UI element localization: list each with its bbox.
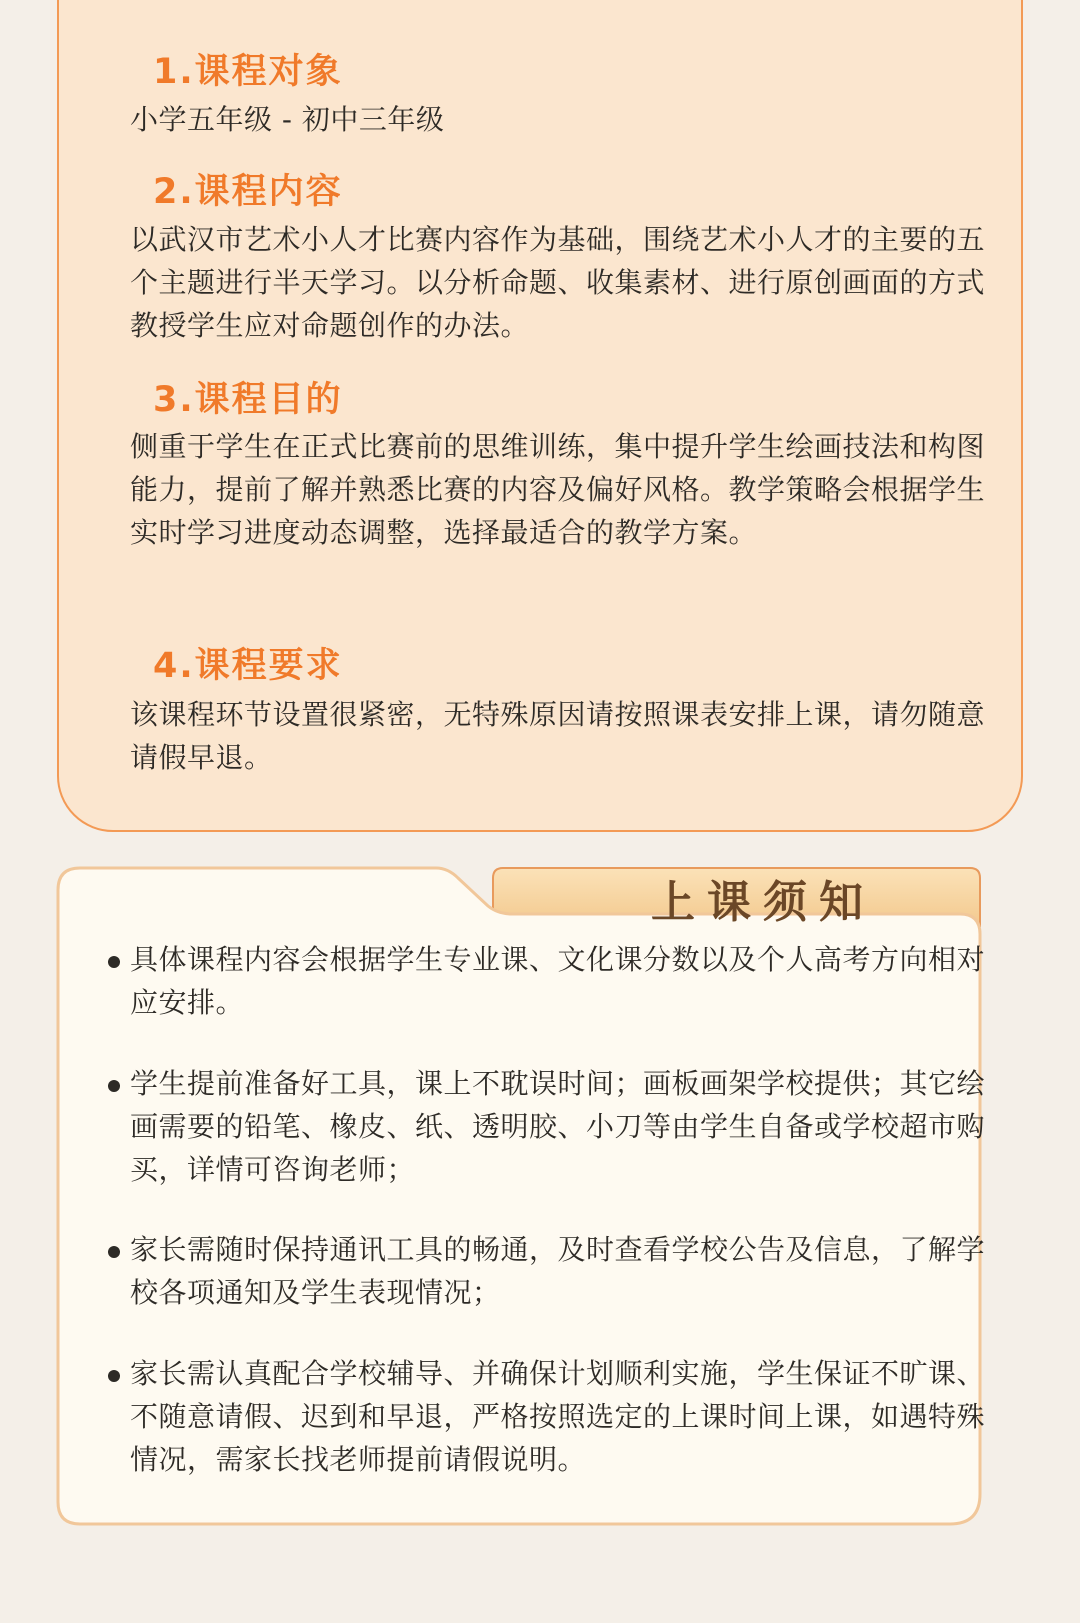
section-title-audience: 1.课程对象 (153, 52, 343, 92)
section-title-content: 2.课程内容 (153, 172, 343, 212)
notice-item-text: 家长需认真配合学校辅导、并确保计划顺利实施，学生保证不旷课、不随意请假、迟到和早退，严格按照选定的上课时间上课，如遇特殊情况，需家长找老师提前请假说明。 (130, 1357, 986, 1476)
notice-item (108, 1062, 998, 1191)
bullet-dot (108, 1080, 120, 1092)
notice-item-text: 具体课程内容会根据学生专业课、文化课分数以及个人高考方向相对应安排。 (130, 943, 986, 1019)
bullet-dot (108, 1246, 120, 1258)
notice-item-text: 学生提前准备好工具，课上不耽误时间；画板画架学校提供；其它绘画需要的铅笔、橡皮、纸、透明胶、小刀等由学生自备或学校超市购买，详情可咨询老师； (130, 1067, 986, 1186)
section-text-content: 以武汉市艺术小人才比赛内容作为基础，围绕艺术小人才的主要的五个主题进行半天学习。以分析命题、收集素材、进行原创画面的方式教授学生应对命题创作的办法。 (130, 223, 986, 342)
bullet-dot (108, 1370, 120, 1382)
section-text-goal: 侧重于学生在正式比赛前的思维训练，集中提升学生绘画技法和构图能力，提前了解并熟悉比赛的内容及偏好风格。教学策略会根据学生实时学习进度动态调整，选择最适合的教学方案。 (130, 430, 986, 549)
notice-title: 上课须知 (651, 877, 875, 928)
section-text-audience: 小学五年级 - 初中三年级 (130, 103, 445, 136)
bullet-dot (108, 956, 120, 968)
notice-item (108, 938, 998, 1024)
notice-item (108, 1228, 998, 1314)
section-title-requirement: 4.课程要求 (153, 646, 343, 686)
section-title-goal: 3.课程目的 (153, 380, 343, 420)
notice-item (108, 1352, 998, 1481)
section-text-requirement: 该课程环节设置很紧密，无特殊原因请按照课表安排上课，请勿随意请假早退。 (130, 698, 986, 774)
notice-item-text: 家长需随时保持通讯工具的畅通，及时查看学校公告及信息，了解学校各项通知及学生表现情况； (130, 1233, 986, 1309)
